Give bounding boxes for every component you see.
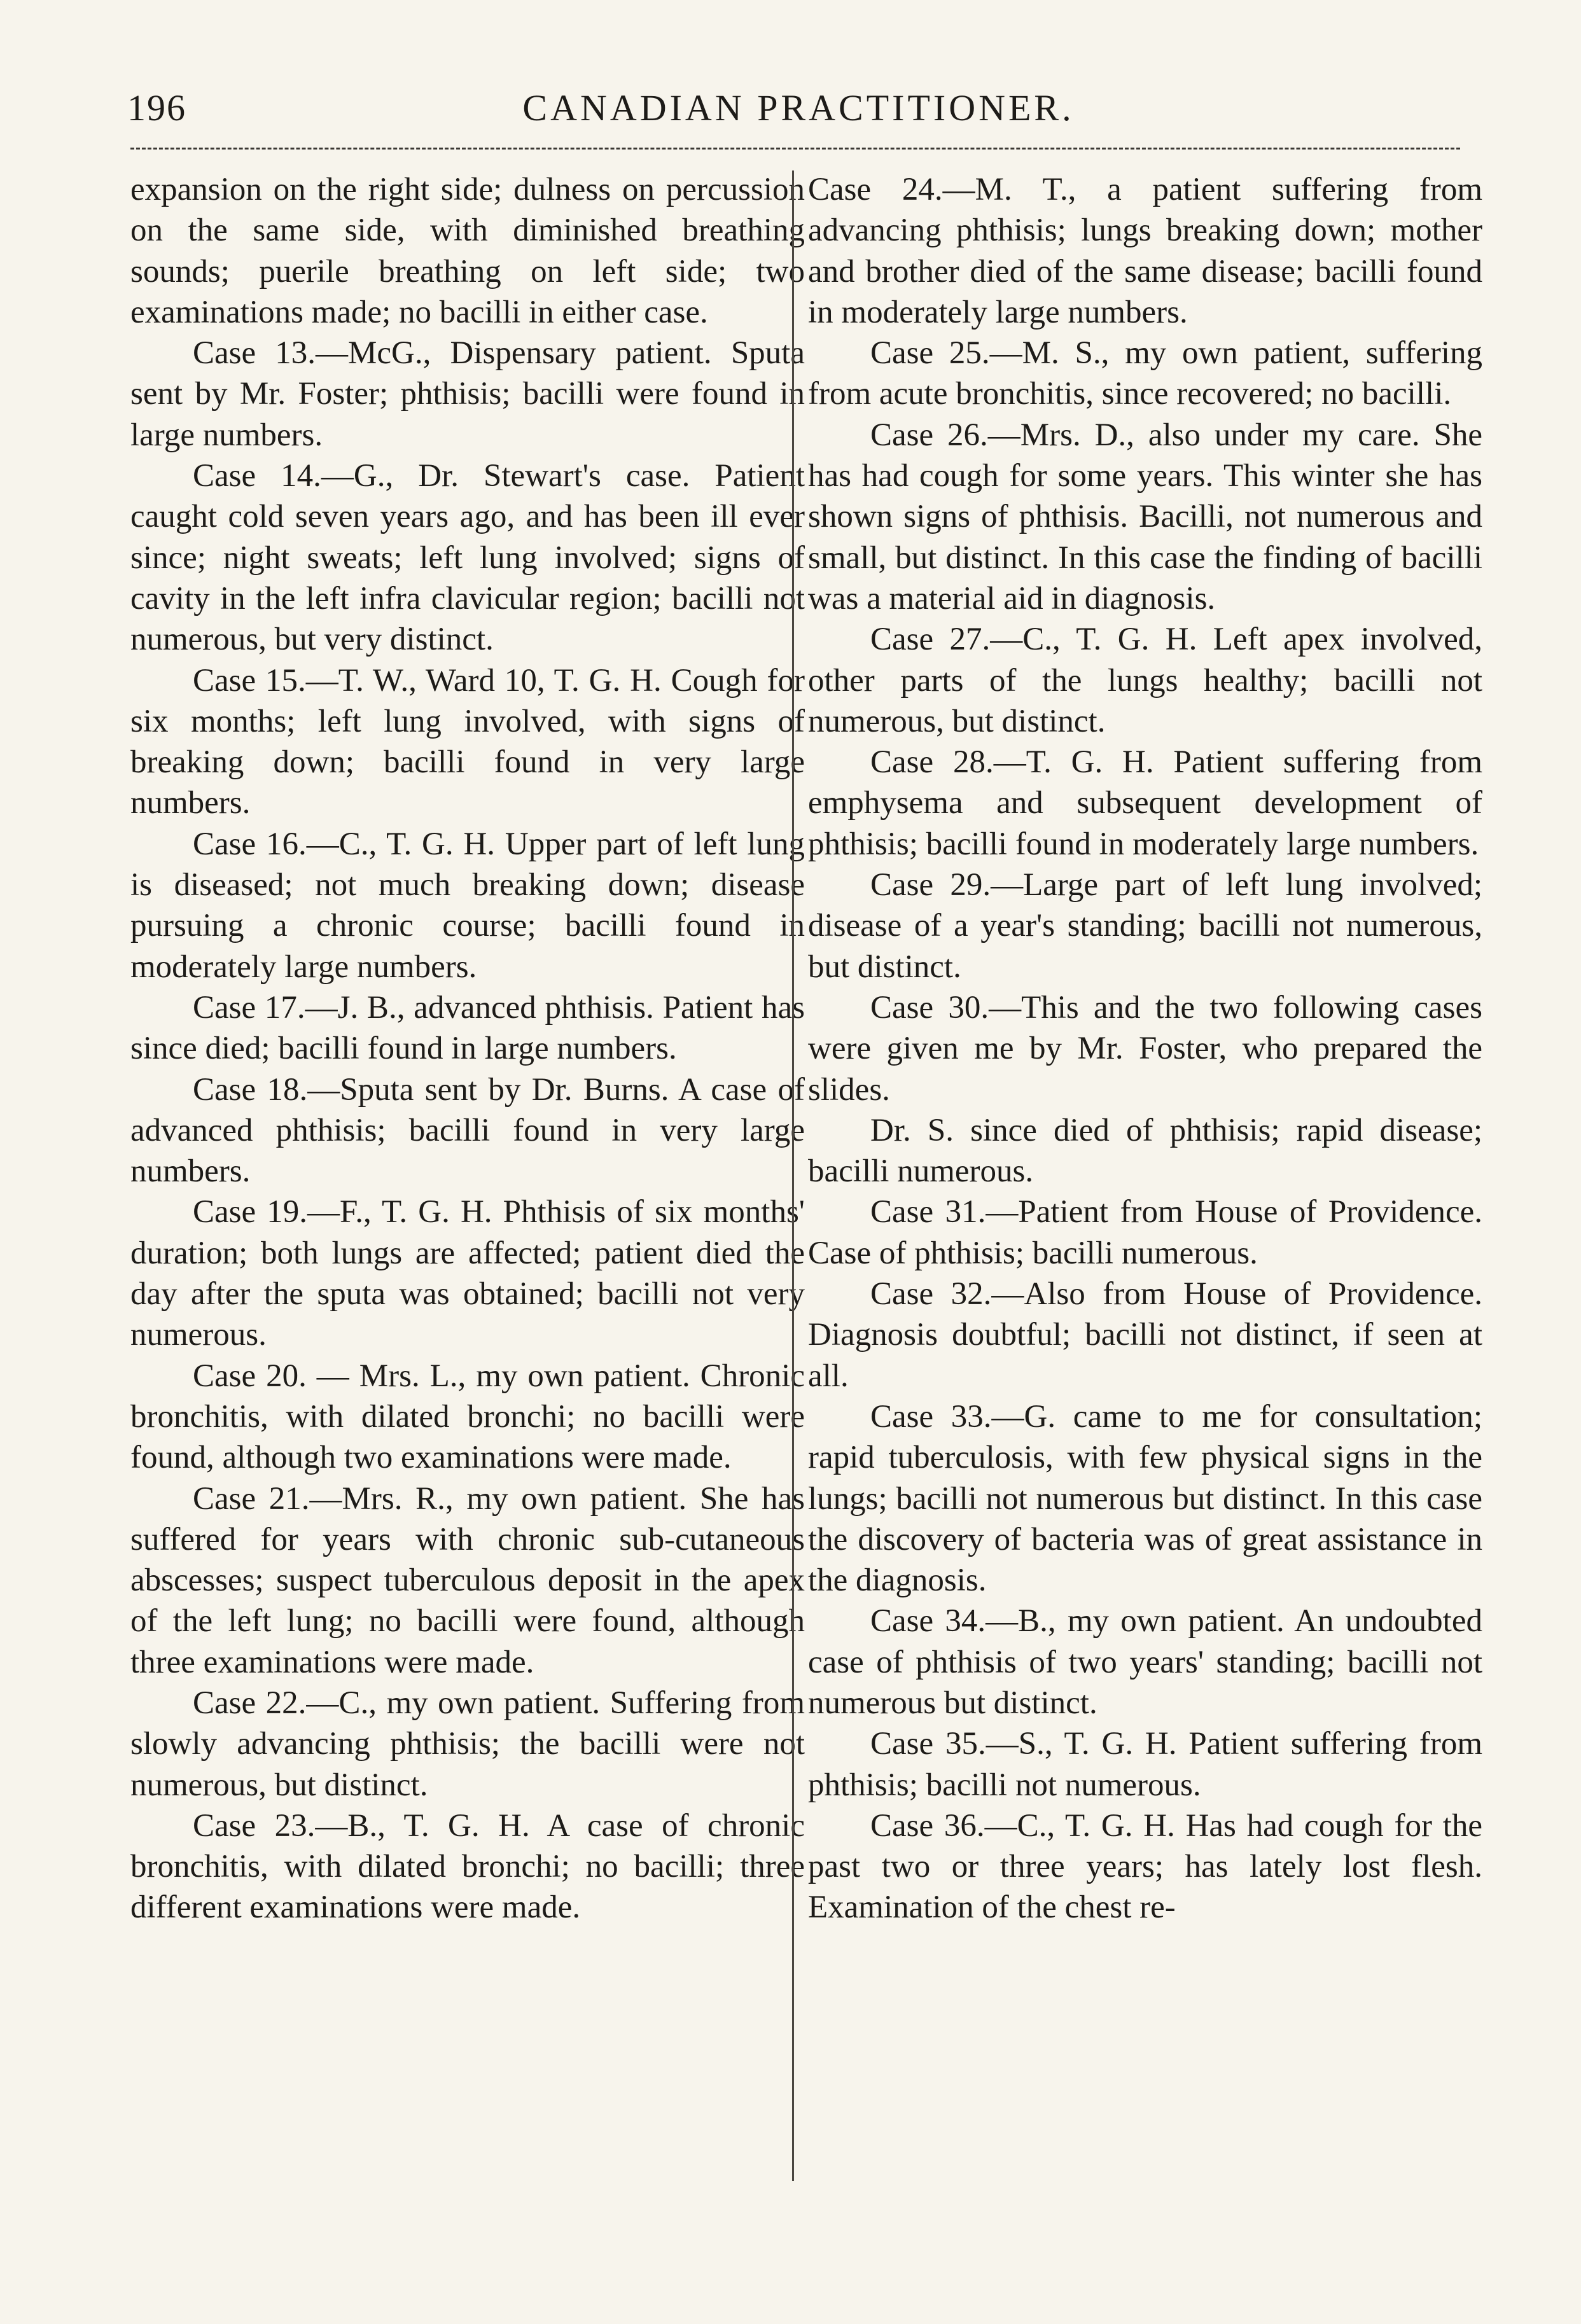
case-16: Case 16.—C., T. G. H. Upper part of left lung is diseased; not much breaking down; disease pursuing a chronic course; bacilli found in moderately large numbers. xyxy=(130,826,805,985)
page-header xyxy=(127,87,1470,137)
case-25: Case 25.—M. S., my own patient, suffering from acute bronchitis, since recovered; no bacilli. xyxy=(808,335,1482,412)
left-column xyxy=(130,169,805,1928)
case-17: Case 17.—J. B., advanced phthisis. Patient has since died; bacilli found in large numbers. xyxy=(130,989,805,1067)
case-13: Case 13.—McG., Dispensary patient. Sputa sent by Mr. Foster; phthisis; bacilli were found in large numbers. xyxy=(130,335,805,453)
case-15: Case 15.—T. W., Ward 10, T. G. H. Cough for six months; left lung involved, with signs of breaking down; bacilli found in very large numbers. xyxy=(130,662,805,821)
case-28: Case 28.—T. G. H. Patient suffering from emphysema and subsequent development of phthisis; bacilli found in moderately large numbers. xyxy=(808,744,1482,862)
case-30-note: Dr. S. since died of phthisis; rapid disease; bacilli numerous. xyxy=(808,1112,1482,1190)
case-36: Case 36.—C., T. G. H. Has had cough for the past two or three years; has lately lost flesh. Examination of the chest re- xyxy=(808,1807,1482,1926)
case-26: Case 26.—Mrs. D., also under my care. She has had cough for some years. This winter she has shown signs of phthisis. Bacilli, not numerous and small, but distinct. In this case the finding of bacilli was a material aid in diagnosis. xyxy=(808,417,1482,616)
paragraph-continuation: expansion on the right side; dulness on percussion on the same side, with diminished breathing sounds; puerile breathing on left side; two examinations made; no bacilli in either case. xyxy=(130,172,805,330)
case-14: Case 14.—G., Dr. Stewart's case. Patient caught cold seven years ago, and has been ill ever since; night sweats; left lung involved; signs of cavity in the left infra clavicular region; bacilli not numerous, but very distinct. xyxy=(130,458,805,658)
journal-title: CANADIAN PRACTITIONER. xyxy=(522,87,1075,129)
case-21: Case 21.—Mrs. R., my own patient. She has suffered for years with chronic sub-cutaneous abscesses; suspect tuberculous deposit in the apex of the left lung; no bacilli were found, although three examinations were made. xyxy=(130,1480,805,1680)
case-31: Case 31.—Patient from House of Providence. Case of phthisis; bacilli numerous. xyxy=(808,1194,1482,1271)
case-35: Case 35.—S., T. G. H. Patient suffering from phthisis; bacilli not numerous. xyxy=(808,1726,1482,1803)
case-30: Case 30.—This and the two following cases were given me by Mr. Foster, who prepared the slides. xyxy=(808,989,1482,1108)
page-number: 196 xyxy=(127,87,186,129)
case-32: Case 32.—Also from House of Providence. Diagnosis doubtful; bacilli not distinct, if seen at all. xyxy=(808,1276,1482,1394)
case-34: Case 34.—B., my own patient. An undoubted case of phthisis of two years' standing; bacilli not numerous but distinct. xyxy=(808,1603,1482,1721)
case-33: Case 33.—G. came to me for consultation; rapid tuberculosis, with few physical signs in the lungs; bacilli not numerous but distinct. In this case the discovery of bacteria was of great assistance in the diagnosis. xyxy=(808,1398,1482,1599)
case-22: Case 22.—C., my own patient. Suffering from slowly advancing phthisis; the bacilli were not numerous, but distinct. xyxy=(130,1685,805,1803)
case-24: Case 24.—M. T., a patient suffering from advancing phthisis; lungs breaking down; mother and brother died of the same disease; bacilli found in moderately large numbers. xyxy=(808,172,1482,330)
case-18: Case 18.—Sputa sent by Dr. Burns. A case of advanced phthisis; bacilli found in very large numbers. xyxy=(130,1071,805,1190)
column-divider xyxy=(792,170,794,2181)
case-19: Case 19.—F., T. G. H. Phthisis of six months' duration; both lungs are affected; patient died the day after the sputa was obtained; bacilli not very numerous. xyxy=(130,1194,805,1353)
case-23: Case 23.—B., T. G. H. A case of chronic bronchitis, with dilated bronchi; no bacilli; three different examinations were made. xyxy=(130,1807,805,1926)
header-rule xyxy=(130,148,1460,150)
case-20: Case 20. — Mrs. L., my own patient. Chronic bronchitis, with dilated bronchi; no bacilli were found, although two examinations were made. xyxy=(130,1358,805,1476)
right-column xyxy=(808,169,1482,1928)
case-29: Case 29.—Large part of left lung involved; disease of a year's standing; bacilli not numerous, but distinct. xyxy=(808,867,1482,985)
case-27: Case 27.—C., T. G. H. Left apex involved, other parts of the lungs healthy; bacilli not numerous, but distinct. xyxy=(808,622,1482,739)
